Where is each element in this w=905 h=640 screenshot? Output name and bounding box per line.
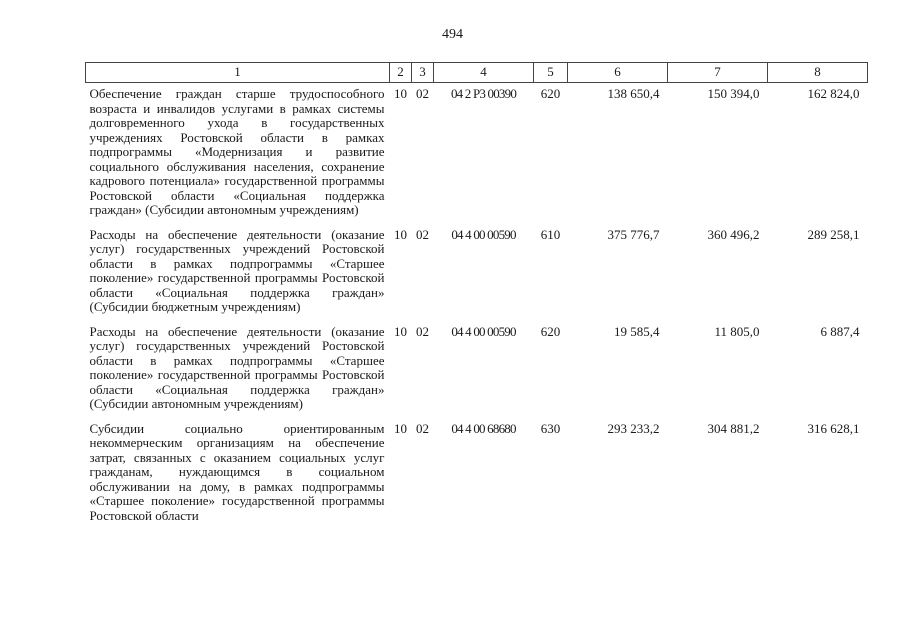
row-amount-6: 19 585,4 <box>614 323 660 339</box>
row-amount-7: 304 881,2 <box>707 420 760 436</box>
row-section: 10 <box>394 86 407 101</box>
header-cell-8: 8 <box>768 63 868 83</box>
row-amount-6: 375 776,7 <box>607 226 660 242</box>
row-expense-type: 620 <box>540 323 561 339</box>
header-cell-6: 6 <box>568 63 668 83</box>
page-number: 494 <box>442 27 463 42</box>
table-row <box>86 224 868 321</box>
row-expense-type: 630 <box>540 420 561 436</box>
row-amount-8: 316 628,1 <box>807 420 860 436</box>
row-target-code: 04 4 00 68680 <box>451 420 516 436</box>
header-cell-4: 4 <box>434 63 534 83</box>
row-subsection: 02 <box>416 323 429 339</box>
row-amount-7: 11 805,0 <box>714 323 760 339</box>
header-cell-7: 7 <box>668 63 768 83</box>
row-section: 10 <box>394 323 407 339</box>
row-description: Расходы на обеспечение деятельности (оказание услуг) государственных учреждений Ростовской области в рамках подпрограммы «Старшее поколение» государственной программы Ростовской области «Социальная поддержка граждан» (Субсидии автономным учреждениям) <box>89 323 385 411</box>
row-target-code: 04 4 00 00590 <box>451 323 516 339</box>
row-subsection: 02 <box>416 420 429 436</box>
row-amount-6: 293 233,2 <box>607 420 660 436</box>
row-section: 10 <box>394 226 407 242</box>
row-amount-8: 6 887,4 <box>820 323 860 339</box>
row-description: Субсидии социально ориентированным некоммерческим организациям на обеспечение затрат, связанных с оказанием социальных услуг гражданам, нуждающимся в социальном обслуживании на дому, в рамках подпрограммы «Старшее поколение» государственной программы Ростовской области <box>89 420 385 523</box>
row-amount-8: 289 258,1 <box>807 226 860 242</box>
row-description: Расходы на обеспечение деятельности (оказание услуг) государственных учреждений Ростовской области в рамках подпрограммы «Старшее поколение» государственной программы Ростовской области «Социальная поддержка граждан» (Субсидии бюджетным учреждениям) <box>89 226 385 314</box>
budget-table <box>85 62 868 529</box>
row-expense-type: 610 <box>540 226 561 242</box>
header-row <box>86 63 868 83</box>
row-target-code: 04 4 00 00590 <box>451 226 516 242</box>
table-row <box>86 321 868 418</box>
row-subsection: 02 <box>416 86 429 101</box>
row-amount-7: 150 394,0 <box>707 86 760 101</box>
row-target-code: 04 2 Р3 00390 <box>450 86 517 101</box>
table-row <box>86 418 868 530</box>
row-subsection: 02 <box>416 226 429 242</box>
row-amount-6: 138 650,4 <box>607 86 660 101</box>
header-cell-3: 3 <box>412 63 434 83</box>
row-amount-8: 162 824,0 <box>807 86 860 101</box>
row-expense-type: 620 <box>540 86 561 101</box>
header-cell-2: 2 <box>390 63 412 83</box>
row-amount-7: 360 496,2 <box>707 226 760 242</box>
header-cell-1: 1 <box>86 63 390 83</box>
table-row <box>86 83 868 224</box>
row-description: Обеспечение граждан старше трудоспособного возраста и инвалидов услугами в рамках системы долговременного ухода в государственных учреждениях Ростовской области в рамках подпрограммы «Модернизация и развитие социального обслуживания населения, сохранение кадрового потенциала» государственной программы Ростовской области «Социальная поддержка граждан» (Субсидии автономным учреждениям) <box>89 86 385 217</box>
header-cell-5: 5 <box>534 63 568 83</box>
row-section: 10 <box>394 420 407 436</box>
